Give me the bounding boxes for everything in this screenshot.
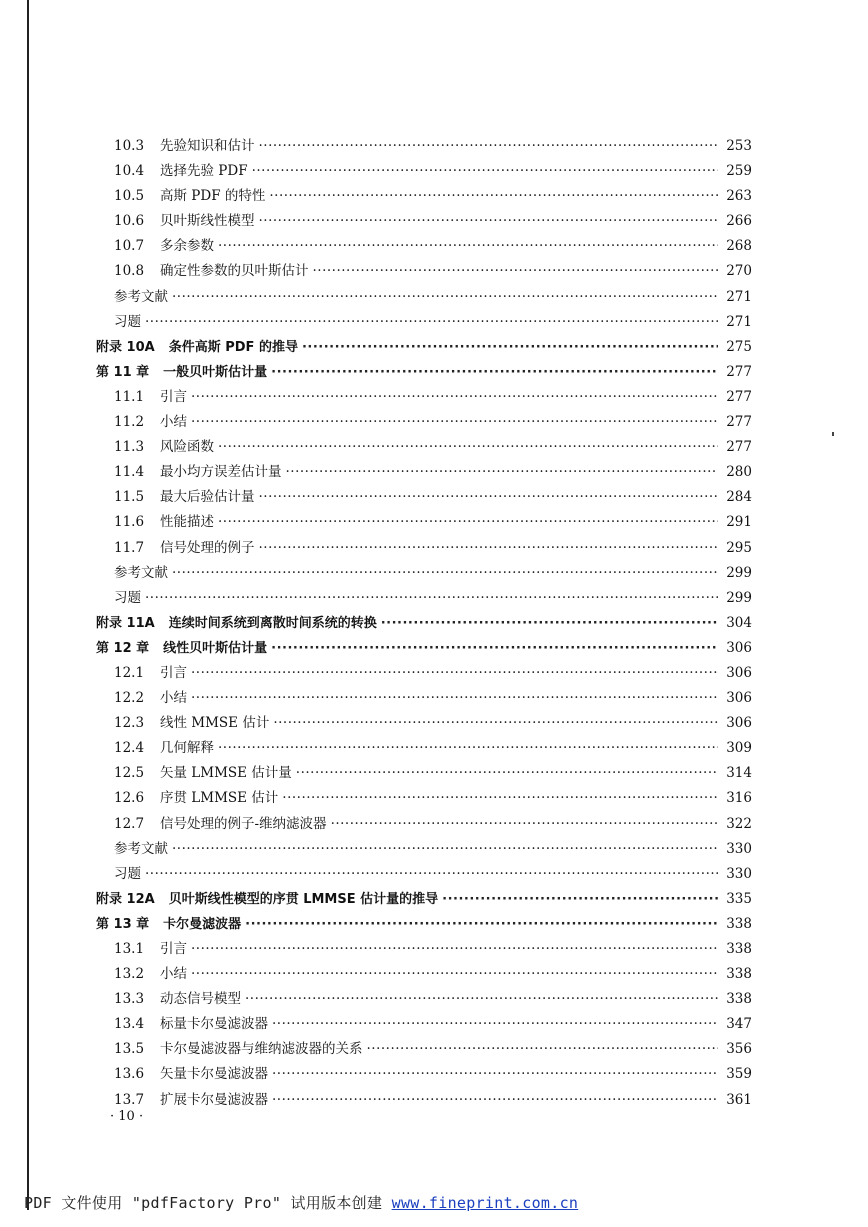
toc-entry-title: 高斯 PDF 的特性 — [160, 188, 266, 205]
toc-entry-title: 习题 — [114, 589, 141, 606]
toc-entry-page: 330 — [726, 865, 752, 882]
toc-entry-number: 12.3 — [114, 715, 145, 732]
toc-entry-page: 263 — [726, 188, 752, 205]
toc-entry-page: 253 — [726, 138, 752, 154]
toc-entry-page: 338 — [726, 941, 752, 957]
toc-entry-title: 确定性参数的贝叶斯估计 — [160, 263, 309, 280]
toc-entry-page: 277 — [726, 363, 752, 380]
dot-leader — [172, 837, 718, 862]
toc-entry-section[interactable] — [96, 786, 752, 811]
toc-entry-number: 11.3 — [114, 439, 145, 456]
toc-entry-page: 314 — [726, 765, 752, 782]
dot-leader — [191, 410, 718, 435]
dot-leader — [191, 962, 718, 987]
toc-entry-number: 11.4 — [114, 464, 145, 481]
toc-entry-page: 259 — [726, 163, 752, 180]
toc-entry-page: 338 — [726, 966, 752, 983]
toc-entry-title: 参考文献 — [114, 840, 168, 857]
toc-entry-number: 10.3 — [114, 138, 145, 154]
toc-entry-section[interactable] — [96, 937, 752, 962]
toc-entry-number: 11.6 — [114, 514, 145, 531]
toc-entry-page: 266 — [726, 213, 752, 230]
toc-entry-page: 268 — [726, 238, 752, 255]
toc-entry-page: 271 — [726, 288, 752, 305]
dot-leader — [218, 435, 718, 460]
toc-entry-page: 275 — [726, 338, 752, 355]
toc-entry-page: 338 — [726, 915, 752, 932]
toc-entry-page: 271 — [726, 313, 752, 330]
toc-entry-section[interactable] — [96, 536, 752, 561]
toc-entry-section[interactable] — [96, 812, 752, 837]
dot-leader — [381, 611, 718, 636]
toc-entry-title: 信号处理的例子-维纳滤波器 — [160, 815, 327, 832]
dot-leader — [259, 209, 719, 234]
toc-entry-page: 347 — [726, 1016, 752, 1033]
toc-entry-title: 标量卡尔曼滤波器 — [160, 1016, 268, 1033]
toc-entry-section[interactable] — [96, 1062, 752, 1087]
dot-leader — [245, 987, 718, 1012]
toc-entry-section[interactable] — [96, 184, 752, 209]
toc-entry-page: 316 — [726, 790, 752, 807]
toc-entry-page: 277 — [726, 414, 752, 431]
toc-entry-section[interactable] — [96, 510, 752, 535]
toc-entry-section[interactable] — [96, 962, 752, 987]
dot-leader — [296, 761, 718, 786]
toc-entry-page: 277 — [726, 439, 752, 456]
dot-leader — [282, 786, 718, 811]
toc-entry-number: 11.5 — [114, 489, 145, 506]
toc-entry-number: 10.8 — [114, 263, 145, 280]
toc-entry-section[interactable] — [96, 410, 752, 435]
toc-entry-number: 13.4 — [114, 1016, 145, 1033]
dot-leader — [218, 234, 718, 259]
dot-leader — [259, 134, 719, 159]
toc-entry-section[interactable] — [96, 661, 752, 686]
toc-entry-number: 10.4 — [114, 163, 145, 180]
dot-leader — [367, 1037, 719, 1062]
toc-entry-title: 习题 — [114, 313, 141, 330]
toc-entry-section[interactable] — [96, 1012, 752, 1037]
toc-entry-title: 小结 — [160, 690, 187, 707]
dot-leader — [259, 536, 719, 561]
dot-leader — [272, 1062, 718, 1087]
toc-entry-page: 356 — [726, 1041, 752, 1058]
toc-entry-number: 13.5 — [114, 1041, 145, 1058]
dot-leader — [313, 259, 719, 284]
dot-leader — [259, 485, 719, 510]
toc-entry-section[interactable] — [96, 134, 752, 159]
toc-entry-appendix[interactable] — [96, 611, 752, 636]
toc-entry-appendix[interactable] — [96, 335, 752, 360]
toc-entry-number: 12.7 — [114, 815, 145, 832]
toc-entry-number: 10.6 — [114, 213, 145, 230]
toc-entry-page: 280 — [726, 464, 752, 481]
toc-entry-number: 11.7 — [114, 539, 145, 556]
toc-entry-misc[interactable] — [96, 837, 752, 862]
toc-entry-number: 第 13 章 — [96, 916, 150, 932]
toc-entry-title: 小结 — [160, 414, 187, 431]
dot-leader — [145, 862, 718, 887]
toc-entry-section[interactable] — [96, 711, 752, 736]
toc-entry-misc[interactable] — [96, 586, 752, 611]
toc-entry-title: 性能描述 — [160, 514, 214, 531]
toc-entry-page: 309 — [726, 740, 752, 757]
toc-entry-section[interactable] — [96, 761, 752, 786]
toc-entry-page: 335 — [726, 890, 752, 907]
toc-entry-chapter[interactable] — [96, 636, 752, 661]
toc-entry-section[interactable] — [96, 1037, 752, 1062]
toc-entry-title: 矢量 LMMSE 估计量 — [160, 765, 292, 782]
toc-entry-title: 习题 — [114, 865, 141, 882]
toc-entry-title: 贝叶斯线性模型 — [160, 213, 255, 230]
dot-leader — [191, 385, 718, 410]
toc-entry-title: 连续时间系统到离散时间系统的转换 — [168, 615, 377, 631]
toc-entry-page: 361 — [726, 1091, 752, 1108]
toc-entry-page: 295 — [726, 539, 752, 556]
scan-mark — [832, 432, 834, 436]
toc-entry-title: 卡尔曼滤波器 — [163, 916, 242, 932]
toc-entry-chapter[interactable] — [96, 360, 752, 385]
dot-leader — [271, 636, 718, 661]
toc-entry-section[interactable] — [96, 259, 752, 284]
toc-entry-page: 306 — [726, 664, 752, 681]
toc-entry-misc[interactable] — [96, 310, 752, 335]
toc-entry-title: 风险函数 — [160, 439, 214, 456]
dot-leader — [218, 736, 718, 761]
toc-entry-section[interactable] — [96, 209, 752, 234]
toc-entry-number: 10.5 — [114, 188, 145, 205]
toc-entry-title: 最大后验估计量 — [160, 489, 255, 506]
toc-entry-appendix[interactable] — [96, 887, 752, 912]
toc-entry-section[interactable] — [96, 485, 752, 510]
toc-entry-page: 277 — [726, 388, 752, 405]
toc-entry-title: 引言 — [160, 941, 187, 957]
toc-entry-number: 13.6 — [114, 1066, 145, 1083]
toc-entry-page: 322 — [726, 815, 752, 832]
toc-entry-title: 参考文献 — [114, 564, 168, 581]
toc-entry-section[interactable] — [96, 159, 752, 184]
toc-entry-title: 参考文献 — [114, 288, 168, 305]
toc-entry-page: 306 — [726, 690, 752, 707]
dot-leader — [302, 335, 718, 360]
dot-leader — [191, 686, 718, 711]
toc-entry-misc[interactable] — [96, 862, 752, 887]
toc-entry-title: 引言 — [160, 664, 187, 681]
dot-leader — [273, 711, 718, 736]
page-number: · 10 · — [110, 1109, 144, 1124]
toc-entry-title: 矢量卡尔曼滤波器 — [160, 1066, 268, 1083]
toc-entry-section[interactable] — [96, 686, 752, 711]
table-of-contents — [96, 134, 752, 1113]
toc-entry-number: 12.2 — [114, 690, 145, 707]
dot-leader — [172, 285, 718, 310]
toc-entry-number: 第 12 章 — [96, 640, 150, 656]
toc-entry-number: 11.1 — [114, 388, 145, 405]
toc-entry-section[interactable] — [96, 460, 752, 485]
dot-leader — [145, 310, 718, 335]
dot-leader — [271, 360, 718, 385]
toc-entry-page: 359 — [726, 1066, 752, 1083]
toc-entry-number: 13.7 — [114, 1091, 145, 1108]
dot-leader — [252, 159, 718, 184]
toc-entry-number: 12.1 — [114, 664, 145, 681]
toc-entry-page: 330 — [726, 840, 752, 857]
toc-entry-page: 306 — [726, 639, 752, 656]
toc-entry-title: 一般贝叶斯估计量 — [163, 364, 268, 380]
toc-entry-page: 291 — [726, 514, 752, 531]
toc-entry-title: 引言 — [160, 388, 187, 405]
dot-leader — [331, 812, 718, 837]
dot-leader — [172, 561, 718, 586]
toc-entry-number: 13.3 — [114, 991, 145, 1008]
toc-entry-title: 多余参数 — [160, 238, 214, 255]
toc-entry-number: 附录 11A — [96, 615, 155, 631]
toc-entry-title: 先验知识和估计 — [160, 138, 255, 154]
toc-entry-title: 序贯 LMMSE 估计 — [160, 790, 279, 807]
dot-leader — [442, 887, 718, 912]
dot-leader — [269, 184, 718, 209]
toc-entry-number: 12.4 — [114, 740, 145, 757]
dot-leader — [145, 586, 718, 611]
toc-entry-title: 小结 — [160, 966, 187, 983]
toc-entry-number: 附录 12A — [96, 891, 155, 907]
toc-entry-number: 10.7 — [114, 238, 145, 255]
dot-leader — [286, 460, 719, 485]
toc-entry-title: 线性 MMSE 估计 — [160, 715, 270, 732]
toc-entry-title: 动态信号模型 — [160, 991, 241, 1008]
toc-entry-number: 11.2 — [114, 414, 145, 431]
toc-entry-section[interactable] — [96, 234, 752, 259]
toc-entry-section[interactable] — [96, 435, 752, 460]
toc-entry-title: 几何解释 — [160, 740, 214, 757]
toc-entry-number: 附录 10A — [96, 339, 155, 355]
dot-leader — [191, 937, 718, 962]
dot-leader — [245, 912, 718, 937]
dot-leader — [272, 1088, 718, 1113]
toc-entry-section[interactable] — [96, 987, 752, 1012]
toc-entry-page: 304 — [726, 614, 752, 631]
dot-leader — [272, 1012, 718, 1037]
toc-entry-title: 信号处理的例子 — [160, 539, 255, 556]
toc-entry-page: 306 — [726, 715, 752, 732]
toc-entry-chapter[interactable] — [96, 912, 752, 937]
dot-leader — [191, 661, 718, 686]
toc-entry-number: 13.2 — [114, 966, 145, 983]
toc-entry-title: 最小均方误差估计量 — [160, 464, 282, 481]
toc-entry-misc[interactable] — [96, 285, 752, 310]
footer-watermark — [24, 1192, 578, 1213]
toc-entry-title: 贝叶斯线性模型的序贯 LMMSE 估计量的推导 — [168, 891, 439, 907]
toc-entry-title: 扩展卡尔曼滤波器 — [160, 1091, 268, 1108]
toc-entry-section[interactable] — [96, 736, 752, 761]
toc-entry-section[interactable] — [96, 1088, 752, 1113]
toc-entry-number: 13.1 — [114, 941, 145, 957]
toc-entry-page: 299 — [726, 564, 752, 581]
page-margin-line — [27, 0, 29, 1210]
toc-entry-title: 选择先验 PDF — [160, 163, 248, 180]
toc-entry-title: 线性贝叶斯估计量 — [163, 640, 268, 656]
toc-entry-page: 270 — [726, 263, 752, 280]
toc-entry-page: 338 — [726, 991, 752, 1008]
toc-entry-section[interactable] — [96, 385, 752, 410]
toc-entry-title: 条件高斯 PDF 的推导 — [168, 339, 298, 355]
toc-entry-page: 284 — [726, 489, 752, 506]
toc-entry-number: 12.6 — [114, 790, 145, 807]
footer-text: PDF 文件使用 "pdfFactory Pro" 试用版本创建 — [24, 1194, 392, 1212]
toc-entry-misc[interactable] — [96, 561, 752, 586]
toc-entry-number: 12.5 — [114, 765, 145, 782]
toc-entry-page: 299 — [726, 589, 752, 606]
footer-link[interactable]: www.fineprint.com.cn — [391, 1194, 579, 1212]
toc-entry-title: 卡尔曼滤波器与维纳滤波器的关系 — [160, 1041, 363, 1058]
toc-entry-number: 第 11 章 — [96, 364, 150, 380]
dot-leader — [218, 510, 718, 535]
